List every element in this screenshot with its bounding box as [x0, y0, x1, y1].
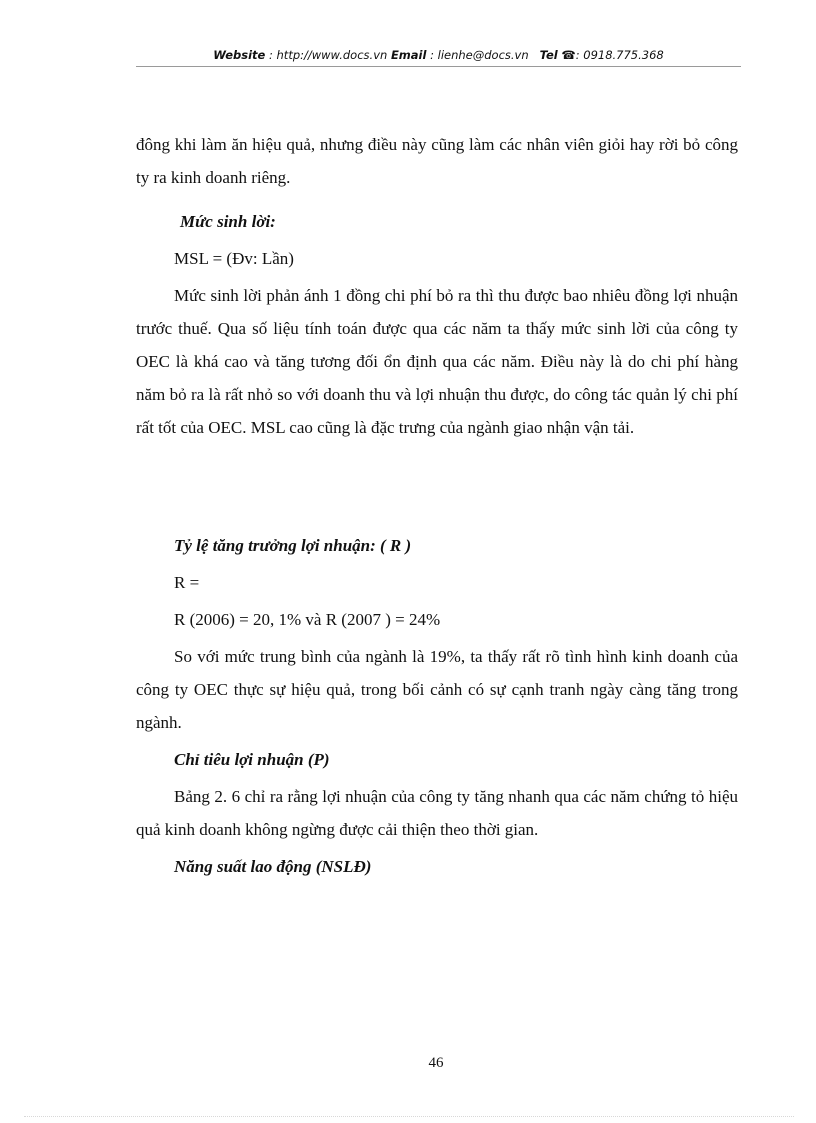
- page-number: 46: [428, 1055, 444, 1071]
- email-address[interactable]: lienhe@docs.vn: [437, 48, 529, 62]
- email-label: Email: [390, 48, 427, 62]
- tel-label: Tel: [539, 48, 558, 62]
- tel-number: : 0918.775.368: [575, 48, 664, 62]
- heading-ty-le-tang-truong: Tỷ lệ tăng trưởng lợi nhuận: ( R ): [174, 536, 412, 555]
- paragraph-intro: đông khi làm ăn hiệu quả, nhưng điều này cũng làm các nhân viên giỏi hay rời bỏ công ty ra kinh doanh riêng.: [136, 135, 738, 187]
- paragraph-p: Bảng 2. 6 chỉ ra rằng lợi nhuận của công ty tăng nhanh qua các năm chứng tỏ hiệu quả kinh doanh không ngừng được cải thiện theo thời gian.: [136, 787, 738, 839]
- header-divider: [136, 66, 741, 67]
- msl-formula: MSL = (Đv: Lần): [174, 249, 294, 268]
- page-bottom-border: [24, 1116, 794, 1117]
- heading-muc-sinh-loi: Mức sinh lời:: [180, 212, 276, 231]
- website-url[interactable]: http://www.docs.vn: [276, 48, 388, 62]
- website-separator: :: [265, 48, 277, 62]
- r-values: R (2006) = 20, 1% và R (2007 ) = 24%: [174, 610, 441, 629]
- page-content: [136, 128, 738, 883]
- paragraph-r: So với mức trung bình của ngành là 19%, ta thấy rất rõ tình hình kinh doanh của công ty OEC thực sự hiệu quả, trong bối cảnh có sự cạnh tranh ngày càng tăng trong ngành.: [136, 647, 738, 732]
- r-formula: R =: [174, 573, 200, 592]
- paragraph-msl: Mức sinh lời phản ánh 1 đồng chi phí bỏ ra thì thu được bao nhiêu đồng lợi nhuận trước thuế. Qua số liệu tính toán được qua các năm ta thấy mức sinh lời của công ty OEC là khá cao và tăng tương đối ổn định qua các năm. Điều này là do chi phí hàng năm bỏ ra là rất nhỏ so với doanh thu và lợi nhuận thu được, do công tác quản lý chi phí rất tốt của OEC. MSL cao cũng là đặc trưng của ngành giao nhận vận tải.: [136, 286, 738, 437]
- page-header: [136, 48, 741, 62]
- heading-nang-suat-lao-dong: Năng suất lao động (NSLĐ): [174, 857, 372, 876]
- heading-chi-tieu-loi-nhuan: Chỉ tiêu lợi nhuận (P): [174, 750, 330, 769]
- phone-icon: ☎: [561, 48, 576, 62]
- email-separator: :: [426, 48, 438, 62]
- website-label: Website: [213, 48, 266, 62]
